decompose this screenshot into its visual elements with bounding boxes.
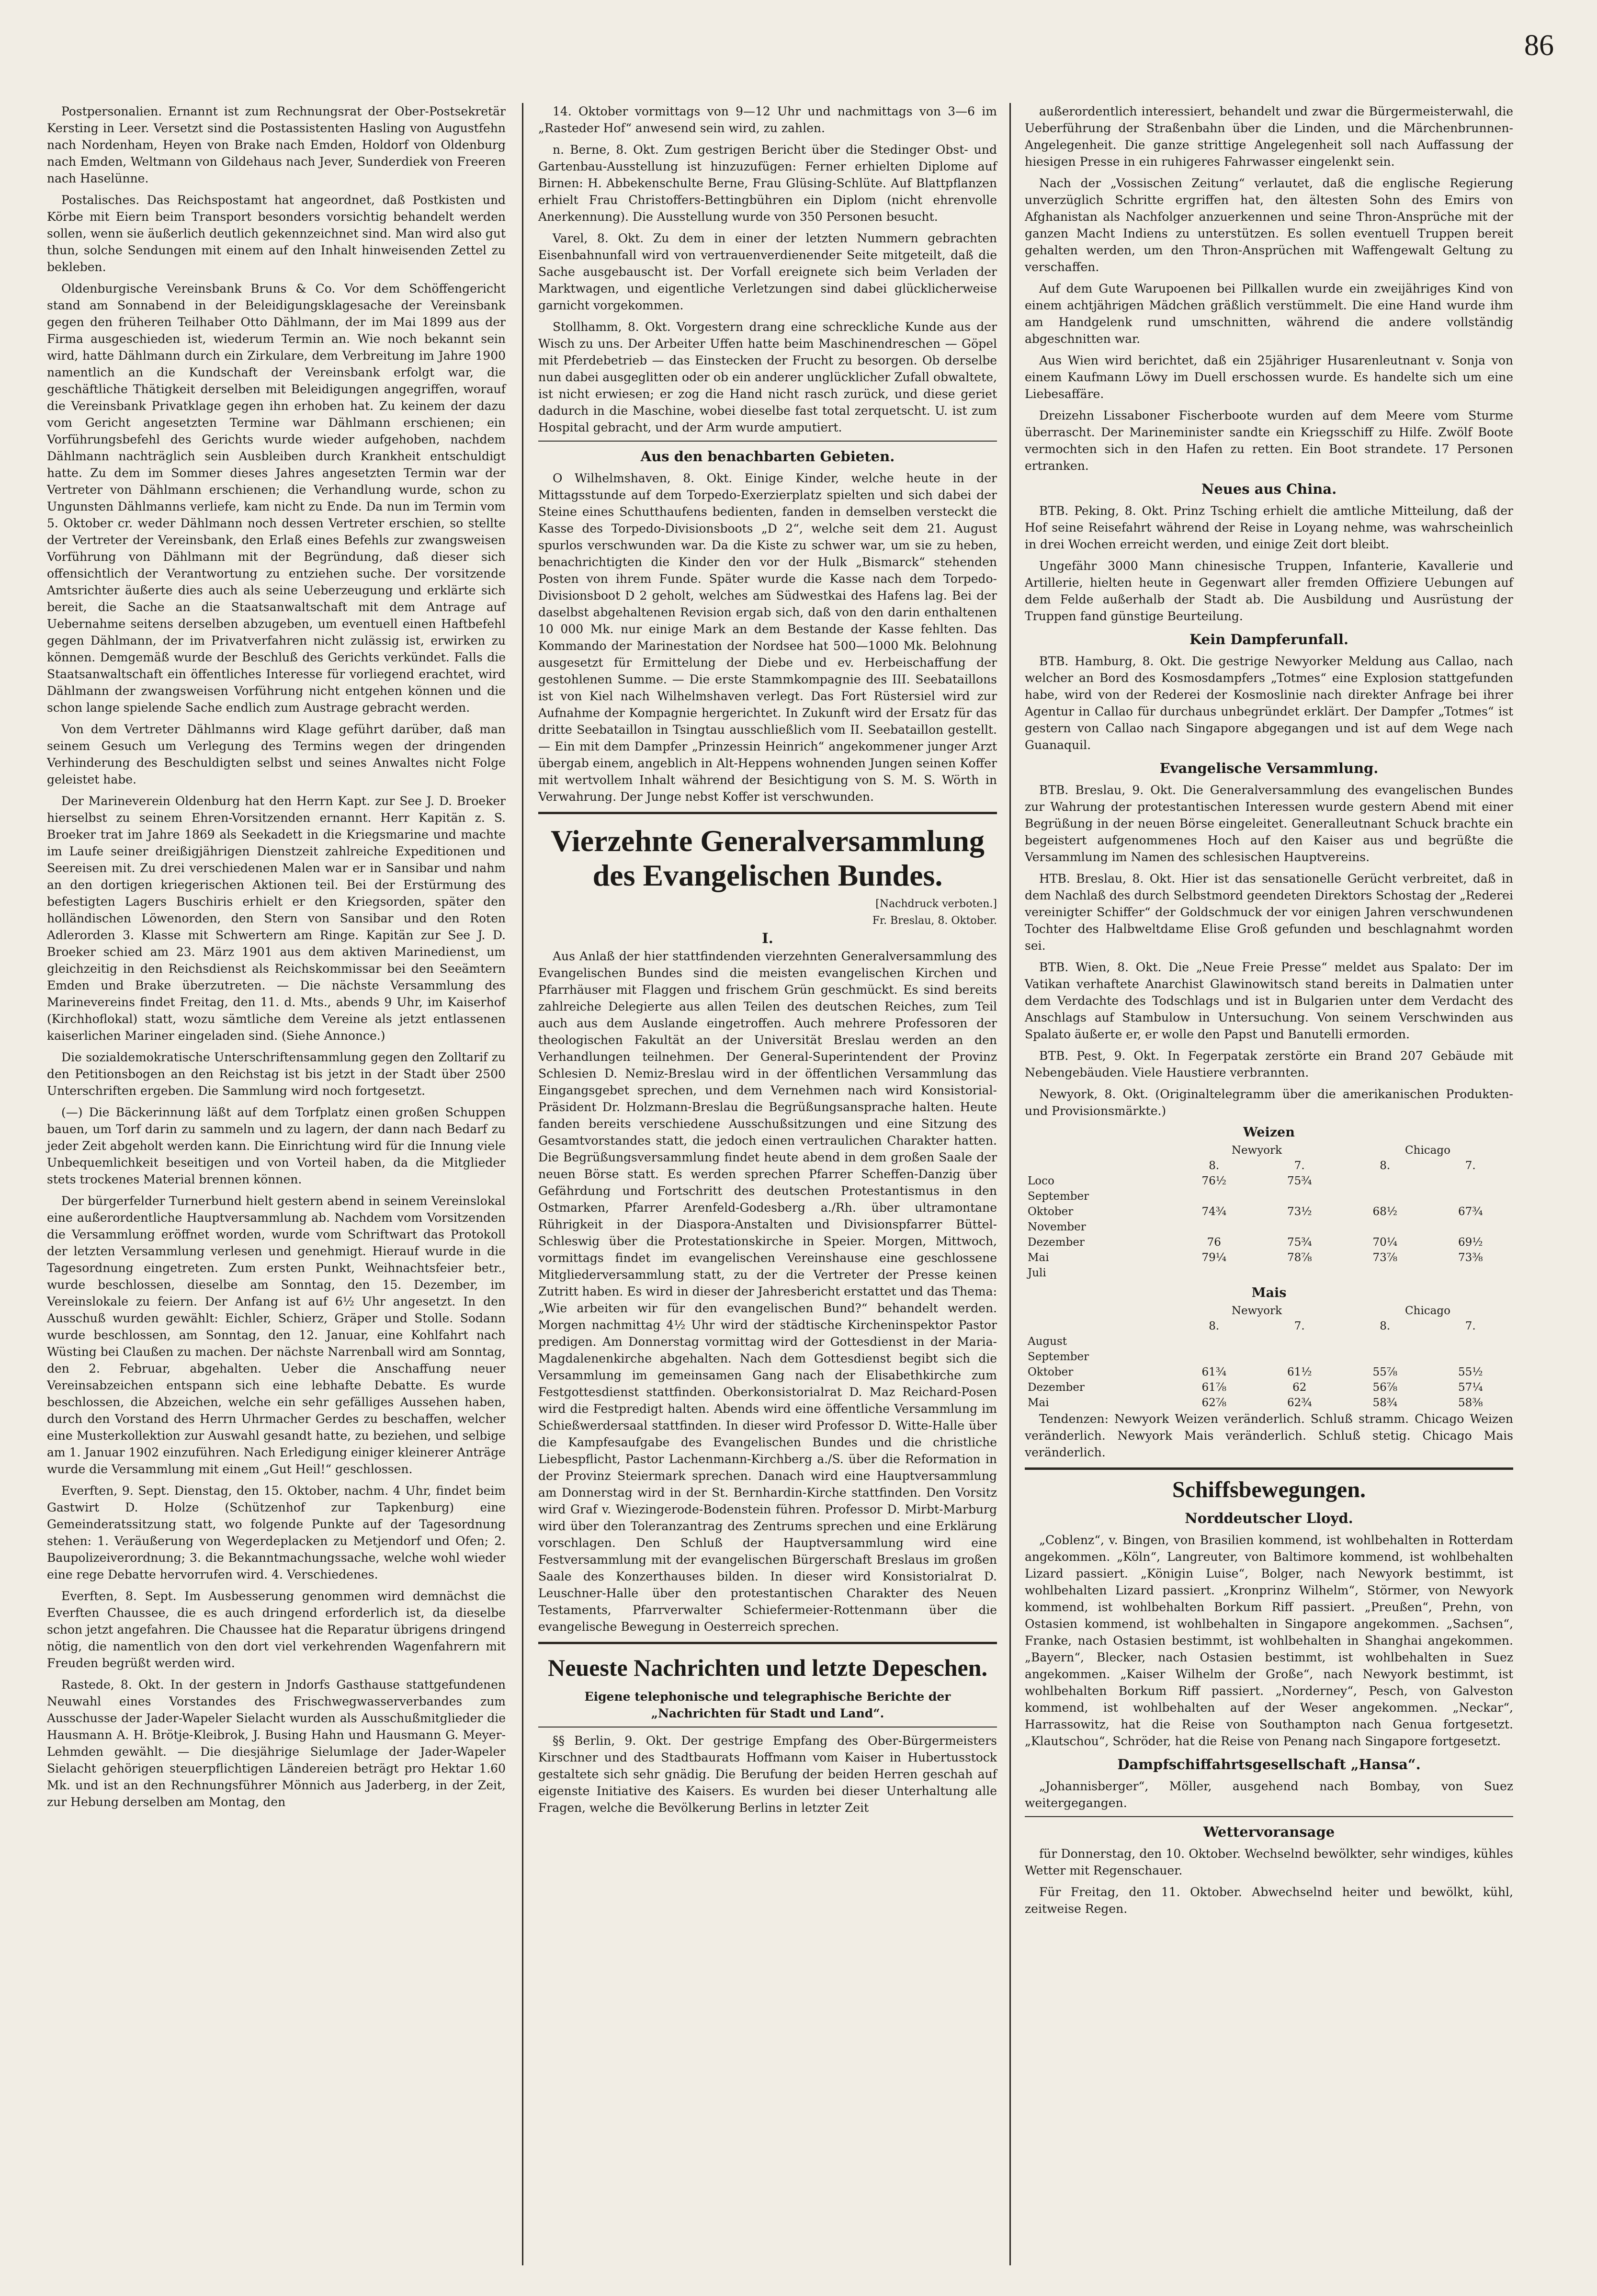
market-table-mais (1025, 1303, 1513, 1410)
article: Aus Anlaß der hier stattfindenden vierzehnten Generalversammlung des Evangelischen Bundes sind die meisten evangelischen Kirchen und Pfarrhäuser mit Flaggen und frischem Grün geschmückt. Es sind bereits zahlreiche Delegierte aus allen Teilen des deutschen Reiches, zum Teil auch aus dem Auslande eingetroffen. Auch mehrere Professoren der theologischen Fakultät an der Universität Breslau werden an den Verhandlungen teilnehmen. Der General-Superintendent der Provinz Schlesien D. Nemiz-Breslau wird in der öffentlichen Versammlung das Eingangsgebet sprechen, und dem Vernehmen nach wird Konsistorial-Präsident Dr. Holzmann-Breslau die Begrüßungsansprache halten. Heute fanden bereits verschiedene Ausschußsitzungen und eine Sitzung des Gesamtvorstandes statt, die jedoch einen vertraulichen Charakter hatten. Die Begrüßungsversammlung findet heute abend in dem großen Saale der neuen Börse statt. Es werden sprechen Pfarrer Scheffen-Danzig über Gefährdung und Fortschritt des deutschen Protestantismus in den Ostmarken, Pfarrer Arenfeld-Godesberg a./Rh. über ultramontane Rührigkeit in der Diaspora-Anstalten und Divisionspfarrer Büttel-Schleswig über die Protestationskirche in Speier. Morgen, Mittwoch, vormittags findet im evangelischen Vereinshause eine geschlossene Mitgliederversammlung statt, zu der die Vertreter der Presse keinen Zutritt haben. Es wird in dieser der Jahresbericht erstattet und das Thema: „Wie arbeiten wir für den evangelischen Bund?“ behandelt werden. Morgen nachmittag 4½ Uhr wird der städtische Kircheninspektor Pastor predigen. Am Donnerstag vormittag wird der Gottesdienst in der Maria-Magdalenenkirche abgehalten. Nach dem Gottesdienst begibt sich die Versammlung im gemeinsamen Gang nach der Elisabethkirche zum Festgottesdienst stattfinden. Oberkonsistorialrat D. Maz Reichard-Posen wird die Festpredigt halten. Abends wird eine öffentliche Versammlung im Schießwerdersaal stattfinden. In dieser wird Professor D. Witte-Halle über die Kampfesaufgabe des Evangelischen Bundes und die christliche Liebespflicht, Pastor Lachenmann-Kirchberg a./S. über die Reformation in der Provinz Steiermark sprechen. Danach wird eine Hauptversammlung am Donnerstag wird in der St. Bernhardin-Kirche stattfinden. Den Vorsitz wird Graf v. Wiezingerode-Bodenstein führen. Professor D. Mirbt-Marburg wird über den Toleranzantrag des Zentrums sprechen und eine Erklärung vorschlagen. Den Schluß der Hauptversammlung wird eine Festversammlung mit der evangelischen Bürgerschaft Breslaus im großen Saale des Konzerthauses bilden. In dieser wird Konsistorialrat D. Leuschner-Halle über den protestantischen Charakter des Neuen Testaments, Pfarrverwalter Schiefermeier-Rottenmann über die evangelische Bewegung in Oesterreich sprechen. (538, 949, 997, 1634)
section-heading: Aus den benachbarten Gebieten. (640, 448, 895, 465)
market-value: 69½ (1458, 1236, 1483, 1249)
market-value (1342, 1265, 1428, 1281)
market-date: 8. (1209, 1320, 1220, 1332)
section-heading: Kein Dampferunfall. (1189, 631, 1348, 648)
article: BTB. Peking, 8. Okt. Prinz Tsching erhielt die amtliche Mitteilung, daß der Hof seine Reisefahrt während der Reise in Loyang nehme, was wahrscheinlich in drei Wochen erreicht werden, und einige Zeit dort bleibt. (1025, 504, 1513, 551)
market-value (1171, 1189, 1257, 1204)
market-value (1342, 1334, 1428, 1349)
market-value: 61¾ (1201, 1366, 1227, 1378)
market-row (1025, 1250, 1513, 1265)
market-title: Weizen (1243, 1125, 1295, 1140)
market-value (1342, 1349, 1428, 1364)
market-value (1342, 1173, 1428, 1189)
article: Auf dem Gute Warupoenen bei Pillkallen wurde ein zweijähriges Kind von einem achtjährigen Mädchen gräßlich verstümmelt. Die eine Hand wurde ihm am Handgelenk rund umschnitten, während die andere vollständig abgeschnitten war. (1025, 282, 1513, 346)
market-value: 79¼ (1201, 1251, 1227, 1264)
market-row (1025, 1334, 1513, 1349)
market-label: Juli (1028, 1267, 1046, 1279)
article: Varel, 8. Okt. Zu dem in einer der letzten Nummern gebrachten Eisenbahnunfall wird von vertrauenverdienender Seite mitgeteilt, daß die Sache ausgebauscht ist. Der Vorfall ereignete sich beim Verladen der Marktwagen, und eigentliche Verletzungen sind dabei glücklicherweise garnicht vorgekommen. (538, 231, 997, 312)
article: Die sozialdemokratische Unterschriftensammlung gegen den Zolltarif zu den Petitionsbogen an den Reichstag ist bis jetzt in der Stadt über 2500 Unterschriften ergeben. Die Sammlung wird noch fortgesetzt. (47, 1050, 506, 1098)
market-date: 7. (1294, 1159, 1305, 1172)
market-value: 73⅞ (1372, 1251, 1398, 1264)
market-label: Oktober (1028, 1366, 1074, 1378)
market-value (1257, 1349, 1343, 1364)
subheading: Eigene telephonische und telegraphische Berichte der „Nachrichten für Stadt und Land“. (584, 1690, 951, 1720)
article: Postalisches. Das Reichspostamt hat angeordnet, daß Postkisten und Körbe mit Eiern beim Transport besonders vorsichtig behandelt werden sollen, wenn sie äußerlich deutlich gekennzeichnet sind. Man wird also gut thun, solche Sendungen mit einem auf den Inhalt hinweisenden Zettel zu bekleben. (47, 193, 506, 274)
rule (538, 441, 997, 442)
article: Newyork, 8. Okt. (Originaltelegramm über die amerikanischen Produkten- und Provisionsmärkte.) (1025, 1087, 1513, 1118)
market-tendenz: Tendenzen: Newyork Weizen veränderlich. Schluß stramm. Chicago Weizen veränderlich. Newyork Mais veränderlich. Schluß stetig. Chicago Mais veränderlich. (1025, 1412, 1513, 1459)
column-divider (1009, 103, 1011, 2265)
section-heading: Norddeutscher Lloyd. (1185, 1510, 1353, 1526)
market-value (1428, 1219, 1514, 1235)
market-date: 7. (1465, 1320, 1476, 1332)
nachdruck-note: [Nachdruck verboten.] (875, 898, 997, 910)
market-value: 58⅜ (1458, 1397, 1483, 1409)
article: Rastede, 8. Okt. In der gestern in Jndorfs Gasthause stattgefundenen Neuwahl eines Vorstandes des Frischwegwasserverbandes zum Ausschusse der Jader-Wapeler Sielacht wurden als Ausschußmitglieder die Hausmann A. H. Brötje-Kleibrok, J. Busing Hahn und Hausmann G. Meyer-Lehmden gewählt. — Die diesjährige Sielumlage der Jader-Wapeler Sielacht gehörigen steuerpflichtigen Ländereien beträgt pro Hektar 1.60 Mk. und ist an den Rechnungsführer Mönnich aus Jaderberg, in der Zeit, zur Hebung derselben am Montag, den (47, 1678, 506, 1809)
article: BTB. Pest, 9. Okt. In Fegerpatak zerstörte ein Brand 207 Gebäude mit Nebengebäuden. Viele Haustiere verbrannten. (1025, 1049, 1513, 1080)
market-value: 61⅞ (1201, 1381, 1227, 1394)
market-table-weizen (1025, 1143, 1513, 1281)
section-heading: Neues aus China. (1201, 481, 1337, 497)
article: Stollhamm, 8. Okt. Vorgestern drang eine schreckliche Kunde aus der Wisch zu uns. Der Arbeiter Uffen hatte beim Maschinendreschen — Göpel mit Pferdebetrieb — das Einstecken der Frucht zu besorgen. Ob derselbe nun dabei ausgeglitten oder ob ein anderer unglücklicher Zufall obwaltete, ist nicht erwiesen; er zog die Hand nicht rasch zurück, und diese geriet dadurch in die Maschine, wobei dieselbe fast total zerquetscht. U. ist zum Hospital gebracht, und der Arm wurde amputiert. (538, 320, 997, 434)
article: Nach der „Vossischen Zeitung“ verlautet, daß die englische Regierung unverzüglich Schritte ergriffen hat, den ältesten Sohn des Emirs von Afghanistan als Nachfolger anzuerkennen und seine Thron-Ansprüche mit der ganzen Macht Indiens zu unterstützen. Es sollen eventuell Truppen bereit gehalten werden, um den Thron-Ansprüchen mit Waffengewalt Geltung zu verschaffen. (1025, 176, 1513, 274)
article: 14. Oktober vormittags von 9—12 Uhr und nachmittags von 3—6 im „Rasteder Hof“ anwesend sein wird, zu zahlen. (538, 104, 997, 135)
column-divider (522, 103, 523, 2265)
rule (538, 812, 997, 814)
market-value (1171, 1265, 1257, 1281)
market-value (1428, 1349, 1514, 1364)
page-number: 86 (1524, 29, 1554, 62)
market-value: 58¾ (1372, 1397, 1398, 1409)
article: Der Marineverein Oldenburg hat den Herrn Kapt. zur See J. D. Broeker hierselbst zu seinem Ehren-Vorsitzenden ernannt. Herr Kapitän z. S. Broeker trat im Jahre 1869 als Seekadett in die Kriegsmarine und machte im Laufe seiner dreißigjährigen Dienstzeit zahlreiche Expeditionen und Seereisen mit. Zu drei verschiedenen Malen war er in Sansibar und nahm an den dortigen kriegerischen Aktionen teil. Bei der Erstürmung des befestigten Lagers Buschiris erhielt er den Kriegsorden, später den holländischen Löwenorden, den Stern von Sansibar und den Roten Adlerorden 3. Klasse mit Schwertern am Ringe. Kapitän zur See J. D. Broeker schied am 23. März 1901 aus dem aktiven Marinedienst, um gleichzeitig in den Reichsdienst als Reichskommissar bei den Seeämtern Emden und Brake überzutreten. — Die nächste Versammlung des Marinevereins findet Freitag, den 11. d. Mts., abends 9 Uhr, im Kaiserhof (Kirchhoflokal) statt, wozu sämtliche dem Vereine als jetzt entlassenen kaiserlichen Mariner eingeladen sind. (Siehe Annonce.) (47, 794, 506, 1043)
article: „Johannisberger“, Möller, ausgehend nach Bombay, von Suez weitergegangen. (1025, 1779, 1513, 1810)
rule (1025, 1816, 1513, 1817)
article: BTB. Hamburg, 8. Okt. Die gestrige Newyorker Meldung aus Callao, nach welcher an Bord des Kosmosdampfers „Totmes“ eine Explosion stattgefunden habe, wird von der Rederei der Kosmoslinie nach direkter Anfrage bei ihrer Agentur in Callao für durchaus unbegründet erklärt. Der Dampfer „Totmes“ ist gestern von Callao nach Singapore abgegangen und ist auf dem Wege nach Guanaquil. (1025, 654, 1513, 752)
market-row (1025, 1349, 1513, 1364)
market-value (1428, 1265, 1514, 1281)
part-number: I. (762, 930, 773, 946)
rule (1025, 1467, 1513, 1470)
market-value (1257, 1265, 1343, 1281)
article: Postpersonalien. Ernannt ist zum Rechnungsrat der Ober-Postsekretär Kersting in Leer. Versetzt sind die Postassistenten Hasling von Augustfehn nach Nordenham, Heyen von Brake nach Emden, Holdorf von Oldenburg nach Emden, Weltmann von Gildehaus nach Jever, Sunderdiek von Freeren nach Haselünne. (47, 104, 506, 185)
market-value: 76 (1207, 1236, 1221, 1249)
market-value (1171, 1334, 1257, 1349)
article: Ungefähr 3000 Mann chinesische Truppen, Infanterie, Kavallerie und Artillerie, hielten heute in Gegenwart aller fremden Offiziere Uebungen auf dem Felde außerhalb der Stadt ab. Die Ausbildung und Ausrüstung der Truppen fand günstige Beurteilung. (1025, 559, 1513, 623)
market-title: Mais (1251, 1285, 1287, 1300)
market-value (1257, 1189, 1343, 1204)
article: Everften, 8. Sept. Im Ausbesserung genommen wird demnächst die Everften Chaussee, die es auch dringend erforderlich ist, da dieselbe schon jetzt angefahren. Die Chaussee hat die Reparatur übrigens dringend nötig, die namentlich von den dort viel verkehrenden Wagenfahrern mit Freuden begrüßt werden wird. (47, 1589, 506, 1670)
article: Der bürgerfelder Turnerbund hielt gestern abend in seinem Vereinslokal eine außerordentliche Hauptversammlung ab. Nachdem vom Vorsitzenden die Versammlung eröffnet worden, wurde vom Schriftwart das Protokoll der letzten Versammlung verlesen und genehmigt. Hierauf wurde in die Tagesordnung eingetreten. Zum ersten Punkt, Weihnachtsfeier betr., wurde beschlossen, dieselbe am Sonntag, den 15. Dezember, im Vereinslokale zu feiern. Der Anfang ist auf 6½ Uhr angesetzt. In den Ausschuß wurden gewählt: Eichler, Schierz, Gräper und Stolle. Sodann wurde beschlossen, am Sonntag, den 12. Januar, eine Kohlfahrt nach Wüsting bei Claußen zu machen. Der nächste Narrenball wird am Sonntag, den 2. Februar, abgehalten. Ueber die Anschaffung neuer Vereinsabzeichen entspann sich eine lebhafte Debatte. Es wurde beschlossen, die Abzeichen, welche ein sehr gefälliges Aussehen haben, durch den Vorstand des Herrn Uhrmacher Gerdes zu beschaffen, welcher eine Musterkollektion zur Auswahl gesandt hatte, zu beziehen, und selbige am 1. Januar 1902 einzuführen. Nach Erledigung einiger kleinerer Anträge wurde die Versammlung mit einem „Gut Heil!“ geschlossen. (47, 1194, 506, 1476)
headline: Schiffsbewegungen. (1172, 1477, 1366, 1502)
market-row (1025, 1173, 1513, 1189)
article: BTB. Breslau, 9. Okt. Die Generalversammlung des evangelischen Bundes zur Wahrung der protestantischen Interessen wurde gestern Abend mit einer Begrüßung in der neuen Börse eingeleitet. Generalleutnant Schuck brachte ein begeistert aufgenommenes Hoch auf den Kaiser aus und begrüßte die Versammlung im Namen des schlesischen Hauptvereins. (1025, 783, 1513, 864)
market-row (1025, 1364, 1513, 1380)
market-label: Mai (1028, 1397, 1049, 1409)
market-value: 78⅞ (1287, 1251, 1312, 1264)
market-value (1171, 1349, 1257, 1364)
article: Dreizehn Lissaboner Fischerboote wurden auf dem Meere vom Sturme überrascht. Der Marineminister sandte ein Kriegsschiff zu Hilfe. Zwölf Boote vermochten sich in den Hafen zu retten. Ein Boot strandete. 17 Personen ertranken. (1025, 409, 1513, 473)
section-heading: Evangelische Versammlung. (1159, 760, 1379, 776)
market-row (1025, 1189, 1513, 1204)
market-label: Loco (1028, 1175, 1054, 1187)
market-value (1342, 1189, 1428, 1204)
market-value (1428, 1334, 1514, 1349)
article: Aus Wien wird berichtet, daß ein 25jähriger Husarenleutnant v. Sonja von einem Kaufmann Löwy im Duell erschossen wurde. Es handelte sich um eine Liebesaffäre. (1025, 353, 1513, 401)
market-value: 67¾ (1458, 1205, 1483, 1218)
market-row (1025, 1235, 1513, 1250)
section-heading: Wettervoransage (1203, 1824, 1335, 1840)
market-label: September (1028, 1351, 1089, 1363)
headline: Neueste Nachrichten und letzte Depeschen. (548, 1654, 987, 1681)
market-city: Newyork (1231, 1305, 1282, 1317)
market-row (1025, 1265, 1513, 1281)
market-row (1025, 1395, 1513, 1410)
article: außerordentlich interessiert, behandelt und zwar die Bürgermeisterwahl, die Ueberführung der Straßenbahn über die Linden, und die Märchenbrunnen-Angelegenheit. Die ganze strittige Angelegenheit soll nach Auffassung der hiesigen Presse in ein ruhigeres Fahrwasser eingelenkt sein. (1025, 104, 1513, 169)
column-1 (47, 103, 506, 1815)
article: Oldenburgische Vereinsbank Bruns & Co. Vor dem Schöffengericht stand am Sonnabend in der Beleidigungsklagesache der Vereinsbank gegen den früheren Teilhaber Otto Dählmann, der im Mai 1899 aus der Firma ausgeschieden ist, wiederum Termin an. Wie noch bekannt sein wird, hatte Dählmann durch ein Zirkulare, dem Verbreitung im Jahre 1900 namentlich an die Kundschaft der Vereinsbank erfolgt war, die geschäftliche Thätigkeit derselben mit Beleidigungen angegriffen, worauf die Vereinsbank Privatklage gegen ihn erhoben hat. Zu keinem der dazu vom Gericht angesetzten Termine war Dählmann erschienen; ein Vorführungsbefehl des Gerichts wurde wieder aufgehoben, nachdem Dählmann nachträglich sein Ausbleiben durch Krankheit entschuldigt hatte. Zu dem im Sommer dieses Jahres angesetzten Termin war der Vertreter von Dählmann erschienen; die Verhandlung wurde, schon zu Ungunsten Dählmanns verliefe, kam nicht zu Ende. Da nun im Termin vom 5. Oktober cr. weder Dählmann noch dessen Vertreter erschien, so stellte der Vertreter der Vereinsbank, den Erlaß eines Befehls zur zwangsweisen Vorführung von Dählmann mit der Begründung, daß dieser sich offensichtlich der Verantwortung zu entziehen suche. Der vorsitzende Amtsrichter äußerte dies auch als seine Ueberzeugung und erklärte sich bereit, die Sache an die Staatsanwaltschaft mit dem Antrage auf Uebernahme seitens derselben abzugeben, um eventuell einen Haftbefehl gegen Dählmann, der im Privatverfahren nicht zulässig ist, erwirken zu können. Demgemäß wurde der Beschluß des Gerichts verkündet. Falls die Staatsanwaltschaft ein öffentliches Interesse für vorliegend erachtet, wird Dählmann der zwangsweisen Vorführung nicht entgehen können und die schon lange spielende Sache endlich zum Austrage gebracht werden. (47, 282, 506, 715)
article: Von dem Vertreter Dählmanns wird Klage geführt darüber, daß man seinem Gesuch um Verlegung des Termins wegen der dringenden Verhinderung des Beschuldigten selbst und seines Anwaltes nicht Folge geleistet habe. (47, 722, 506, 786)
article: O Wilhelmshaven, 8. Okt. Einige Kinder, welche heute in der Mittagsstunde auf dem Torpedo-Exerzierplatz spielten und sich dabei der Steine eines Schutthaufens bedienten, fanden in demselben versteckt die Kasse des Torpedo-Divisionsboots „D 2“, welche seit dem 21. August spurlos verschwunden war. Da die Kiste zu schwer war, um sie zu heben, benachrichtigten die Kinder den vor der Hulk „Bismarck“ stehenden Posten von ihrem Funde. Später wurde die Kasse nach dem Torpedo-Divisionsboot D 2 geholt, welches am Südwestkai des Hafens lag. Bei der daselbst abgehaltenen Revision ergab sich, daß von den darin enthaltenen 10 000 Mk. nur einige Mark an dem Bestande der Kasse fehlten. Das Kommando der Marinestation der Nordsee hat 500—1000 Mk. Belohnung ausgesetzt für Ermittelung der Diebe und ev. Herbeischaffung der gestohlenen Summe. — Die erste Stammkompagnie des III. Seebataillons ist von Kiel nach Wilhelmshaven verlegt. Das Fort Rüstersiel wird zur Aufnahme der Kompagnie hergerichtet. In Zukunft wird der Ersatz für das dritte Seebataillon in Tsingtau ausschließlich vom II. Seebataillon gestellt. — Ein mit dem Dampfer „Prinzessin Heinrich“ angekommener junger Arzt übergab einem, angeblich in Alt-Heppens wohnenden Jungen seinen Koffer mit wertvollem Inhalt während der Besichtigung von S. M. S. Wörth in Verwahrung. Der Junge nebst Koffer ist verschwunden. (538, 471, 997, 804)
market-value: 62⅞ (1201, 1397, 1227, 1409)
dateline: Fr. Breslau, 8. Oktober. (872, 915, 997, 927)
section-heading: Dampfschiffahrtsgesellschaft „Hansa“. (1117, 1756, 1421, 1773)
market-value (1342, 1219, 1428, 1235)
market-date: 8. (1209, 1159, 1220, 1172)
market-value: 76½ (1201, 1175, 1227, 1187)
market-city: Chicago (1405, 1144, 1450, 1157)
market-label: Dezember (1028, 1381, 1085, 1394)
market-label: September (1028, 1190, 1089, 1203)
market-value: 74¾ (1201, 1205, 1227, 1218)
market-value: 62 (1292, 1381, 1307, 1394)
headline: Vierzehnte Generalversammlung des Evangelischen Bundes. (551, 824, 985, 892)
rule (538, 1727, 997, 1728)
market-label: Mai (1028, 1251, 1049, 1264)
market-value: 75¾ (1287, 1236, 1312, 1249)
market-value: 70¼ (1372, 1236, 1398, 1249)
article: (—) Die Bäckerinnung läßt auf dem Torfplatz einen großen Schuppen bauen, um Torf darin zu sammeln und zu lagern, der dann nach Bedarf zu jeder Zeit abgeholt werden kann. Die Einrichtung wird für die Innung viele Unbequemlichkeit beseitigen und von Vorteil haben, da die Mitglieder stets trockenes Material brennen können. (47, 1105, 506, 1186)
column-3 (1025, 103, 1513, 1922)
market-date: 7. (1465, 1159, 1476, 1172)
market-label: Dezember (1028, 1236, 1085, 1249)
market-city: Newyork (1231, 1144, 1282, 1157)
market-label: August (1028, 1335, 1067, 1348)
market-label: November (1028, 1221, 1086, 1233)
article: „Coblenz“, v. Bingen, von Brasilien kommend, ist wohlbehalten in Rotterdam angekommen. „Köln“, Langreuter, von Baltimore kommend, ist wohlbehalten Lizard passiert. „Königin Luise“, Bolger, nach Newyork bestimmt, ist wohlbehalten Lizard passiert. „Kronprinz Wilhelm“, Störmer, von Newyork kommend, ist wohlbehalten Borkum Riff passiert. „Preußen“, Prehn, von Ostasien kommend, ist wohlbehalten in Singapore angekommen. „Sachsen“, Franke, nach Ostasien bestimmt, ist wohlbehalten in Shanghai angekommen. „Bayern“, Blecker, nach Ostasien bestimmt, ist wohlbehalten in Suez angekommen. „Kaiser Wilhelm der Große“, nach Newyork bestimmt, ist wohlbehalten Borkum Riff passiert. „Norderney“, Pesch, von Galveston kommend, ist wohlbehalten auf der Weser angekommen. „Neckar“, Harrassowitz, hat die Reise von Southampton nach Genua fortgesetzt. „Klautschou“, Schröder, hat die Reise von Penang nach Singapore fortgesetzt. (1025, 1533, 1513, 1748)
article: BTB. Wien, 8. Okt. Die „Neue Freie Presse“ meldet aus Spalato: Der im Vatikan verhaftete Anarchist Glawinowitsch stand bereits in Dalmatien unter dem Verdachte des Todschlags und ist in Bulgarien unter dem Verdacht des Anschlags auf Stambulow in Untersuchung. Von seinem Verschwinden aus Spalato äußerte er, er wolle den Papst und Banutelli ermorden. (1025, 960, 1513, 1041)
market-label: Oktober (1028, 1205, 1074, 1218)
market-value: 55½ (1458, 1366, 1483, 1378)
market-value: 56⅞ (1372, 1381, 1398, 1394)
market-value: 61½ (1287, 1366, 1312, 1378)
article: HTB. Breslau, 8. Okt. Hier ist das sensationelle Gerücht verbreitet, daß in dem Nachlaß des durch Selbstmord geendeten Direktors Schostag der „Rederei vereinigter Schiffer“ der Goldschmuck der vor einigen Jahren verschwundenen Tochter des Halbweltdame Elise Groß gefunden und beschlagnahmt worden sei. (1025, 872, 1513, 953)
market-value: 68½ (1372, 1205, 1398, 1218)
market-row (1025, 1380, 1513, 1395)
market-value: 75¾ (1287, 1175, 1312, 1187)
article: §§ Berlin, 9. Okt. Der gestrige Empfang des Ober-Bürgermeisters Kirschner und des Stadtbaurats Hoffmann vom Kaiser in Hubertusstock gestaltete sich sehr gnädig. Die Berufung der beiden Herren geschah auf eigenste Initiative des Kaisers. Es wurden bei dieser Unterhaltung alle Fragen, welche die Bevölkerung Berlins in letzter Zeit (538, 1734, 997, 1815)
market-value (1257, 1219, 1343, 1235)
market-value: 73½ (1287, 1205, 1312, 1218)
market-value (1428, 1173, 1514, 1189)
market-value: 62¾ (1287, 1397, 1312, 1409)
article: Everften, 9. Sept. Dienstag, den 15. Oktober, nachm. 4 Uhr, findet beim Gastwirt D. Holze (Schützenhof zur Tapkenburg) eine Gemeinderatssitzung statt, wo folgende Punkte auf der Tagesordnung stehen: 1. Veräußerung von Wegerdeplacken zu Metjendorf und Ofen; 2. Baupolizeiverordnung; 3. die Bekanntmachungssache, welche wohl wieder eine rege Debatte hervorrufen wird. 4. Verschiedenes. (47, 1484, 506, 1581)
market-city: Chicago (1405, 1305, 1450, 1317)
article: für Donnerstag, den 10. Oktober. Wechselnd bewölkter, sehr windiges, kühles Wetter mit Regenschauer. (1025, 1847, 1513, 1877)
market-value: 57¼ (1458, 1381, 1483, 1394)
market-value (1257, 1334, 1343, 1349)
market-row (1025, 1204, 1513, 1219)
market-value (1428, 1189, 1514, 1204)
market-value: 73⅜ (1458, 1251, 1483, 1264)
article: Für Freitag, den 11. Oktober. Abwechselnd heiter und bewölkt, kühl, zeitweise Regen. (1025, 1885, 1513, 1916)
column-2 (538, 103, 997, 1821)
rule (538, 1642, 997, 1644)
article: n. Berne, 8. Okt. Zum gestrigen Bericht über die Stedinger Obst- und Gartenbau-Ausstellung ist hinzuzufügen: Ferner erhielten Diplome auf Birnen: H. Abbekenschulte Berne, Frau Glüsing-Schlüte. Auf Blattpflanzen erhielt Frau Christoffers-Bettingbühren ein Diplom (nicht ehrenvolle Anerkennung). Die Ausstellung wurde von 350 Personen besucht. (538, 143, 997, 224)
market-date: 8. (1380, 1159, 1391, 1172)
market-row (1025, 1219, 1513, 1235)
market-date: 7. (1294, 1320, 1305, 1332)
market-value (1171, 1219, 1257, 1235)
market-value: 55⅞ (1372, 1366, 1398, 1378)
market-date: 8. (1380, 1320, 1391, 1332)
